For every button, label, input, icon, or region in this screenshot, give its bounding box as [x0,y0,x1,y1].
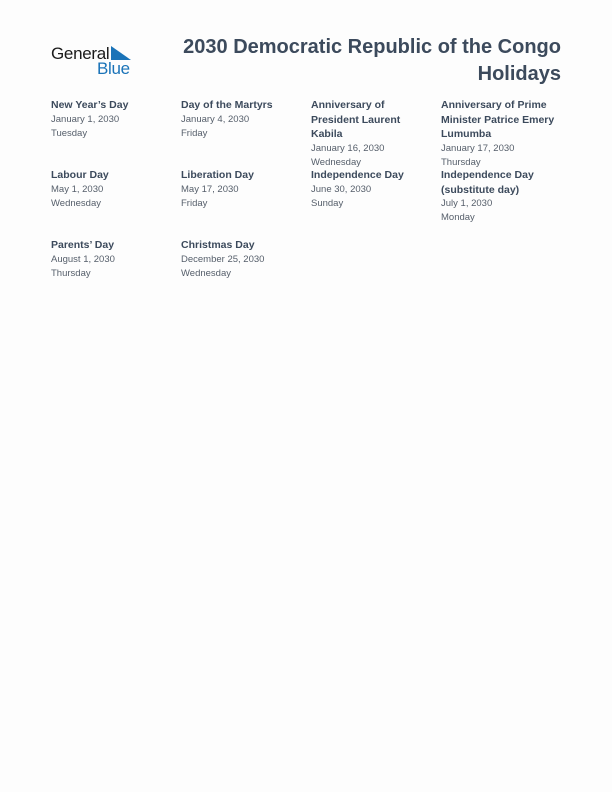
holiday-entry [441,98,565,170]
holiday-entry [181,238,305,281]
holiday-weekday: Thursday [441,156,481,168]
holiday-weekday: Wednesday [51,197,101,209]
holiday-weekday: Wednesday [311,156,361,168]
page-title: 2030 Democratic Republic of the Congo Holidays [183,36,561,85]
holiday-name: Parents’ Day [51,239,115,251]
logo [51,44,141,78]
holiday-name: Liberation Day [181,169,254,181]
holiday-name: New Year’s Day [51,99,129,111]
holiday-name: Independence Day [311,169,404,181]
holiday-entry [441,168,551,225]
holiday-name: Independence Day (substitute day) [441,169,534,196]
logo-text-blue: Blue [97,59,130,78]
holiday-date: June 30, 2030 [311,183,372,195]
holiday-weekday: Friday [181,197,208,209]
holiday-weekday: Friday [181,127,208,139]
holiday-date: January 4, 2030 [181,113,250,125]
logo-text-general: General [51,44,110,63]
holiday-date: January 1, 2030 [51,113,120,125]
holiday-date: January 17, 2030 [441,142,515,154]
holiday-weekday: Sunday [311,197,344,209]
holiday-entry [311,98,421,170]
holiday-entry [181,168,305,211]
holiday-entry [181,98,305,141]
holiday-weekday: Wednesday [181,267,231,279]
holiday-name: Christmas Day [181,239,255,251]
holiday-entry [311,168,435,211]
holiday-name: Day of the Martyrs [181,99,273,111]
holiday-date: August 1, 2030 [51,253,115,265]
holiday-date: January 16, 2030 [311,142,385,154]
logo-triangle-icon [111,46,131,60]
holiday-name: Anniversary of Prime Minister Patrice Emery Lumumba [441,99,555,140]
holiday-date: May 17, 2030 [181,183,239,195]
holiday-weekday: Monday [441,212,475,223]
holiday-date: May 1, 2030 [51,183,104,195]
holiday-date: December 25, 2030 [181,253,265,265]
holiday-weekday: Thursday [51,267,91,279]
holiday-date: July 1, 2030 [441,198,493,209]
holiday-entry [51,238,175,281]
holiday-weekday: Tuesday [51,127,88,139]
holiday-entry [51,98,175,141]
holiday-name: Anniversary of President Laurent Kabila [311,99,401,140]
holiday-entry [51,168,175,211]
holiday-name: Labour Day [51,169,109,181]
